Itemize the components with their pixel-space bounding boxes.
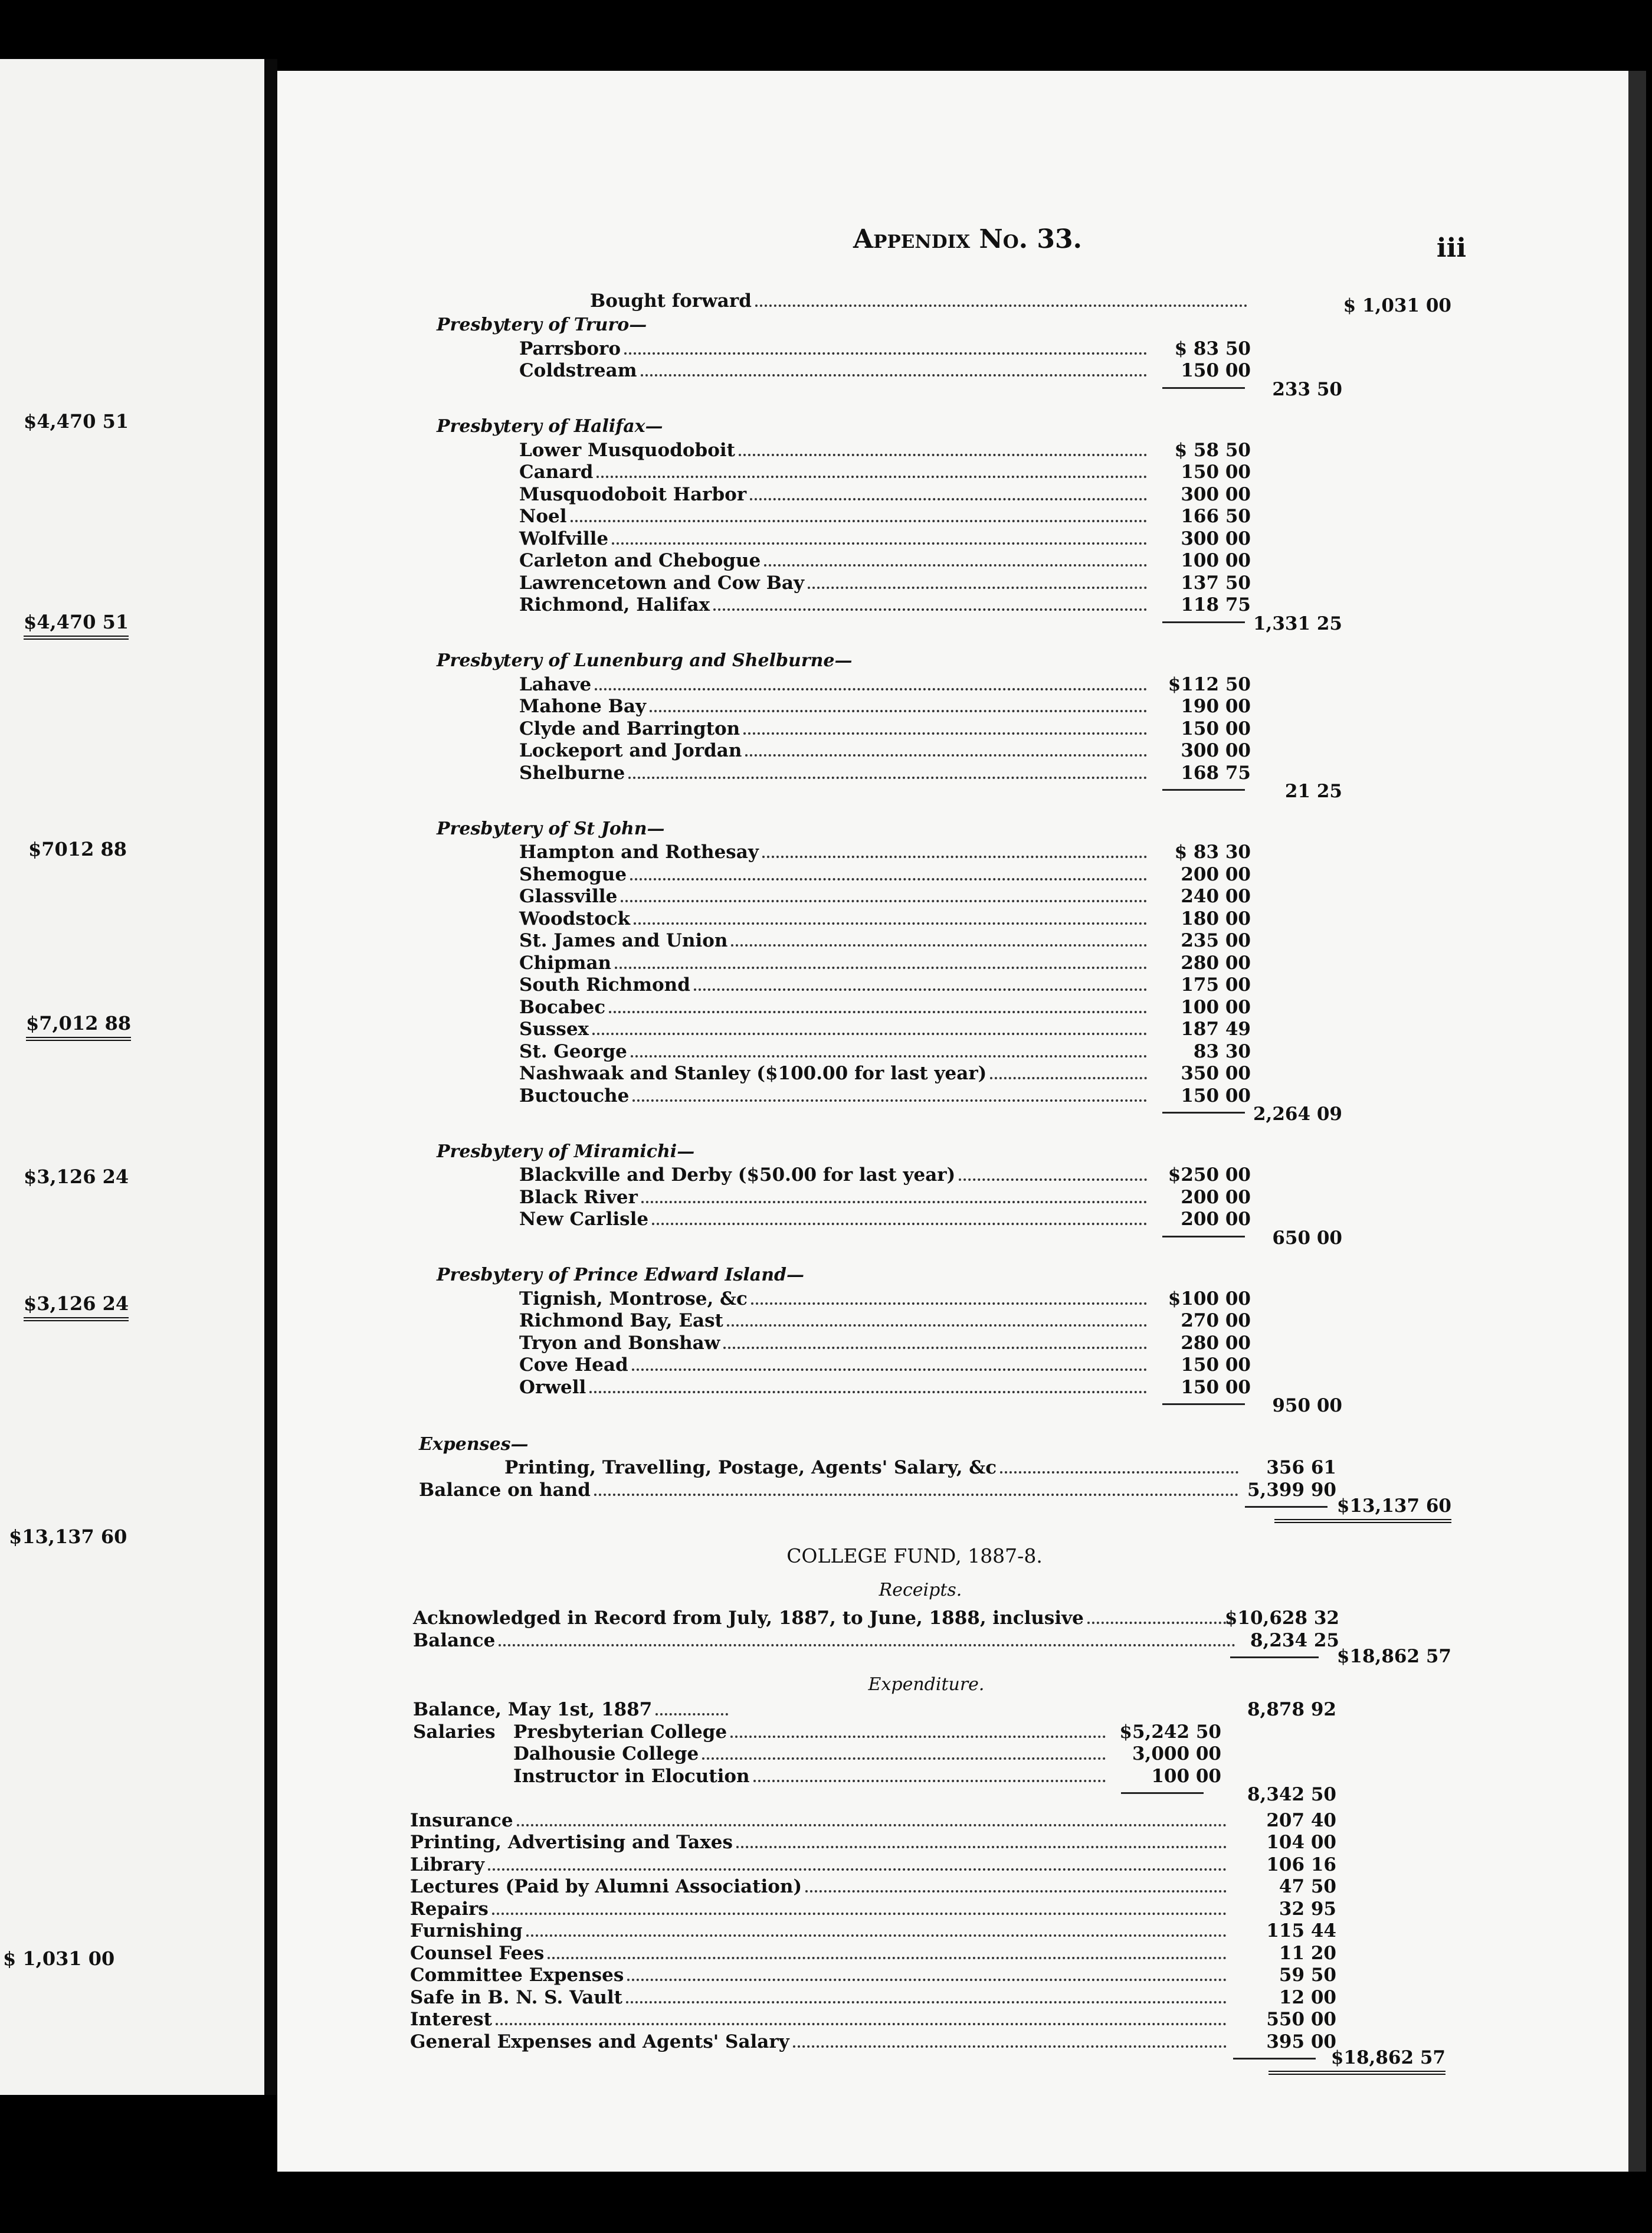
leader-dots: [612, 542, 1147, 545]
item-label: Bought forward: [590, 290, 752, 312]
list-item: [513, 1764, 1109, 1787]
item-amount: 200 00: [1181, 863, 1251, 885]
item-amount: 550 00: [1266, 2009, 1336, 2030]
left-amount: $7,012 88: [26, 1012, 131, 1041]
item-amount: 270 00: [1181, 1310, 1251, 1331]
brought-forward-total: $ 1,031 00: [1343, 295, 1451, 316]
item-amount: 280 00: [1181, 952, 1251, 974]
receipts-title: Receipts.: [879, 1580, 962, 1600]
presbytery-title: Presbytery of Miramichi—: [437, 1141, 695, 1162]
item-amount: 190 00: [1181, 696, 1251, 717]
leader-dots: [548, 1957, 1227, 1959]
item-amount: 300 00: [1181, 528, 1251, 549]
list-item: [410, 1963, 1230, 1986]
item-amount: 5,399 90: [1247, 1479, 1336, 1501]
leader-dots: [731, 944, 1147, 947]
item-amount: $ 83 30: [1174, 842, 1251, 863]
leader-dots: [630, 878, 1147, 880]
item-label: South Richmond: [519, 974, 690, 996]
list-item: [519, 840, 1150, 863]
list-item: [519, 337, 1150, 359]
item-label: Lahave: [519, 673, 592, 695]
item-amount: 83 30: [1193, 1040, 1251, 1062]
item-label: Balance, May 1st, 1887: [413, 1699, 653, 1720]
item-amount: 168 75: [1181, 762, 1251, 784]
list-item: [519, 929, 1150, 951]
item-label: Nashwaak and Stanley ($100.00 for last year): [519, 1063, 987, 1084]
item-amount: 3,000 00: [1132, 1743, 1221, 1764]
list-item: [519, 1309, 1150, 1331]
left-amount: $4,470 51: [24, 410, 129, 433]
list-item: [519, 593, 1150, 615]
item-label: Furnishing: [410, 1920, 523, 1941]
presbytery-subtotal: 233 50: [1272, 378, 1342, 400]
item-amount: 100 00: [1181, 550, 1251, 571]
leader-dots: [592, 1033, 1147, 1035]
list-item: [410, 1919, 1230, 1941]
leader-dots: [615, 967, 1147, 969]
item-amount: 200 00: [1181, 1209, 1251, 1230]
leader-dots: [631, 1055, 1147, 1057]
item-label: Hampton and Rothesay: [519, 842, 759, 863]
item-label: Coldstream: [519, 360, 637, 381]
leader-dots: [632, 1368, 1147, 1371]
page-shadow: [1628, 71, 1646, 2172]
leader-dots: [808, 587, 1147, 589]
item-amount: 12 00: [1279, 1986, 1336, 2008]
item-label: Parrsboro: [519, 338, 621, 359]
list-item: [519, 973, 1150, 996]
page-gutter: [264, 59, 277, 2095]
leader-dots: [488, 1868, 1227, 1871]
presbytery-title: Presbytery of Lunenburg and Shelburne—: [437, 650, 853, 671]
list-item: [513, 1720, 1109, 1743]
item-label: Noel: [519, 506, 567, 527]
item-amount: $5,242 50: [1119, 1721, 1221, 1743]
leader-dots: [641, 1201, 1147, 1203]
item-amount: 8,878 92: [1247, 1699, 1336, 1720]
list-item: [419, 1478, 1242, 1501]
list-item: [519, 505, 1150, 527]
leader-dots: [959, 1178, 1147, 1181]
salaries-total: 8,342 50: [1247, 1784, 1336, 1805]
list-item: [519, 1376, 1150, 1398]
list-item: [519, 1163, 1150, 1186]
list-item: [519, 1207, 1150, 1230]
list-item: [504, 1456, 1242, 1478]
leader-dots: [609, 1011, 1147, 1013]
item-label: Shemogue: [519, 863, 627, 885]
item-amount: 100 00: [1181, 996, 1251, 1018]
item-amount: $250 00: [1168, 1164, 1251, 1186]
salaries-label: Salaries: [413, 1721, 496, 1743]
list-item: [519, 460, 1150, 483]
list-item: [519, 359, 1150, 381]
list-item: [519, 761, 1150, 784]
left-amount: $3,126 24: [24, 1165, 129, 1188]
item-amount: 207 40: [1266, 1809, 1336, 1831]
list-item: [519, 549, 1150, 571]
leader-dots: [745, 754, 1147, 757]
item-label: Insurance: [410, 1809, 513, 1831]
presbytery-title: Presbytery of Prince Edward Island—: [437, 1265, 804, 1285]
leader-dots: [594, 1494, 1238, 1496]
item-amount: 240 00: [1181, 886, 1251, 907]
leader-dots: [1000, 1471, 1238, 1474]
item-label: Safe in B. N. S. Vault: [410, 1986, 622, 2008]
item-label: Richmond, Halifax: [519, 594, 710, 615]
leader-dots: [723, 1347, 1147, 1349]
leader-dots: [655, 1713, 728, 1715]
grand-total: $13,137 60: [1274, 1495, 1451, 1523]
list-item: [410, 1809, 1230, 1831]
item-amount: 175 00: [1181, 974, 1251, 996]
list-item: [519, 695, 1150, 717]
item-amount: $ 58 50: [1174, 439, 1251, 461]
list-item: [410, 2030, 1230, 2052]
item-amount: 150 00: [1181, 1085, 1251, 1106]
item-amount: 150 00: [1181, 1376, 1251, 1398]
leader-dots: [762, 856, 1147, 858]
item-label: Library: [410, 1854, 485, 1875]
list-item: [519, 951, 1150, 974]
leader-dots: [634, 922, 1147, 925]
list-item: [519, 739, 1150, 761]
item-amount: 166 50: [1181, 506, 1251, 527]
item-label: Mahone Bay: [519, 696, 646, 717]
list-item: [410, 1831, 1230, 1853]
item-label: Woodstock: [519, 908, 631, 929]
expenditure-total: $18,862 57: [1268, 2047, 1446, 2075]
item-amount: 150 00: [1181, 718, 1251, 739]
list-item: [519, 571, 1150, 594]
item-label: Musquodoboit Harbor: [519, 483, 747, 505]
leader-dots: [805, 1890, 1227, 1893]
leader-dots: [621, 900, 1147, 902]
leader-dots: [793, 2045, 1227, 2048]
item-amount: 150 00: [1181, 1354, 1251, 1376]
item-label: Balance: [413, 1629, 496, 1651]
leader-dots: [492, 1913, 1227, 1915]
leader-dots: [627, 1979, 1227, 1981]
leader-dots: [499, 1644, 1235, 1646]
item-label: Printing, Advertising and Taxes: [410, 1832, 733, 1853]
left-amount: $3,126 24: [24, 1292, 129, 1321]
item-label: Canard: [519, 461, 594, 483]
leader-dots: [632, 1099, 1147, 1102]
list-item: [413, 1606, 1239, 1629]
item-amount: $ 83 50: [1174, 338, 1251, 359]
item-amount: 350 00: [1181, 1063, 1251, 1084]
item-amount: 106 16: [1266, 1854, 1336, 1875]
item-label: Carleton and Chebogue: [519, 550, 761, 571]
list-item: [519, 863, 1150, 885]
item-amount: 137 50: [1181, 572, 1251, 594]
leader-dots: [736, 1846, 1227, 1848]
leader-dots: [650, 710, 1147, 712]
list-item: [410, 1853, 1230, 1875]
item-label: Lower Musquodoboit: [519, 439, 736, 461]
leader-dots: [589, 1391, 1147, 1393]
item-label: Glassville: [519, 886, 618, 907]
item-label: Tignish, Montrose, &c: [519, 1288, 748, 1309]
leader-dots: [990, 1077, 1147, 1079]
presbytery-subtotal: 2,264 09: [1253, 1104, 1342, 1125]
list-item: [519, 907, 1150, 929]
item-amount: 150 00: [1181, 461, 1251, 483]
list-item: [410, 1941, 1230, 1964]
item-label: Wolfville: [519, 528, 609, 549]
item-label: Richmond Bay, East: [519, 1310, 723, 1331]
list-item: [519, 438, 1150, 461]
leader-dots: [713, 608, 1147, 611]
leader-dots: [628, 777, 1147, 779]
list-item: [413, 1698, 732, 1720]
list-item: [519, 1186, 1150, 1208]
item-amount: 11 20: [1279, 1942, 1336, 1964]
list-item: [519, 885, 1150, 907]
item-amount: 187 49: [1181, 1019, 1251, 1040]
item-label: Repairs: [410, 1898, 489, 1920]
receipts-total: $18,862 57: [1336, 1646, 1451, 1667]
list-item: [413, 1629, 1239, 1651]
divider-rule: [1121, 1792, 1204, 1794]
leader-dots: [641, 374, 1147, 376]
list-item: [519, 483, 1150, 505]
leader-dots: [730, 1736, 1106, 1738]
item-amount: 115 44: [1266, 1920, 1336, 1941]
item-amount: 47 50: [1279, 1876, 1336, 1897]
page-number: iii: [1436, 233, 1467, 263]
left-page: [0, 59, 266, 2095]
expenditure-title: Expenditure.: [868, 1674, 985, 1695]
leader-dots: [595, 688, 1147, 690]
presbytery-title: Presbytery of St John—: [437, 818, 665, 839]
presbytery-subtotal: 1,331 25: [1253, 613, 1342, 634]
leader-dots: [526, 1934, 1227, 1937]
item-amount: 100 00: [1151, 1765, 1221, 1787]
item-amount: 104 00: [1266, 1832, 1336, 1853]
left-amount: $4,470 51: [24, 611, 129, 640]
item-label: Balance on hand: [419, 1479, 591, 1501]
leader-dots: [694, 988, 1147, 991]
presbytery-title: Presbytery of Halifax—: [437, 416, 663, 437]
leader-dots: [652, 1223, 1147, 1225]
item-label: New Carlisle: [519, 1209, 649, 1230]
item-amount: 150 00: [1181, 360, 1251, 381]
list-item: [519, 1353, 1150, 1376]
item-label: Instructor in Elocution: [513, 1765, 750, 1787]
item-label: Black River: [519, 1186, 638, 1208]
presbytery-subtotal: 950 00: [1272, 1395, 1342, 1416]
leader-dots: [626, 2001, 1227, 2003]
leader-dots: [739, 454, 1147, 456]
item-amount: 200 00: [1181, 1186, 1251, 1208]
list-item: [519, 1017, 1150, 1040]
list-item: [519, 717, 1150, 739]
leader-dots: [750, 498, 1147, 500]
item-amount: 395 00: [1266, 2031, 1336, 2052]
item-amount: $100 00: [1168, 1288, 1251, 1309]
list-item: [410, 1986, 1230, 2008]
list-item: [519, 996, 1150, 1018]
item-label: Lawrencetown and Cow Bay: [519, 572, 804, 594]
list-item: [519, 673, 1150, 695]
item-label: Tryon and Bonshaw: [519, 1332, 720, 1354]
item-label: Cove Head: [519, 1354, 628, 1376]
item-label: Counsel Fees: [410, 1942, 545, 1964]
item-amount: 300 00: [1181, 740, 1251, 761]
leader-dots: [755, 304, 1247, 307]
item-amount: 235 00: [1181, 930, 1251, 951]
presbytery-title: Presbytery of Truro—: [437, 315, 647, 335]
item-amount: $10,628 32: [1224, 1607, 1339, 1629]
presbytery-subtotal: 650 00: [1272, 1227, 1342, 1249]
left-amount: $13,137 60: [9, 1525, 127, 1548]
left-amount: $7012 88: [28, 838, 127, 860]
list-item: [519, 1287, 1150, 1309]
leader-dots: [753, 1780, 1106, 1782]
list-item: [410, 2008, 1230, 2030]
list-item: [519, 1062, 1150, 1084]
item-label: Buctouche: [519, 1085, 630, 1106]
item-label: Printing, Travelling, Postage, Agents' Salary, &c: [504, 1457, 997, 1478]
item-label: Dalhousie College: [513, 1743, 699, 1764]
item-amount: $112 50: [1168, 673, 1251, 695]
item-label: Presbyterian College: [513, 1721, 727, 1743]
item-label: Acknowledged in Record from July, 1887, to June, 1888, inclusive: [413, 1607, 1084, 1629]
list-item: [410, 1897, 1230, 1920]
item-label: Clyde and Barrington: [519, 718, 740, 739]
list-item: [513, 1742, 1109, 1764]
item-amount: 300 00: [1181, 483, 1251, 505]
item-label: Interest: [410, 2009, 492, 2030]
item-label: St. James and Union: [519, 930, 728, 951]
leader-dots: [764, 564, 1147, 567]
item-amount: 118 75: [1181, 594, 1251, 615]
list-item: [519, 527, 1150, 549]
list-item: [519, 1084, 1150, 1106]
list-item: [519, 1040, 1150, 1062]
item-label: Chipman: [519, 952, 612, 974]
leader-dots: [496, 2023, 1227, 2025]
page-title: Appendix No. 33.: [853, 224, 1082, 254]
list-item: [519, 1331, 1150, 1354]
leader-dots: [727, 1324, 1147, 1327]
item-label: Blackville and Derby ($50.00 for last year): [519, 1164, 956, 1186]
item-label: Lectures (Paid by Alumni Association): [410, 1876, 802, 1897]
leader-dots: [743, 732, 1147, 735]
leader-dots: [702, 1757, 1106, 1760]
leader-dots: [624, 352, 1147, 355]
item-label: Lockeport and Jordan: [519, 740, 742, 761]
item-label: Committee Expenses: [410, 1964, 624, 1986]
item-label: Orwell: [519, 1376, 586, 1398]
item-label: Bocabec: [519, 996, 606, 1018]
item-label: General Expenses and Agents' Salary: [410, 2031, 789, 2052]
leader-dots: [571, 520, 1147, 522]
item-amount: 8,234 25: [1250, 1629, 1339, 1651]
brought-forward-row: [590, 289, 1251, 312]
item-amount: 356 61: [1266, 1457, 1336, 1478]
item-amount: 59 50: [1279, 1964, 1336, 1986]
left-amount: $ 1,031 00: [3, 1947, 115, 1970]
item-amount: 280 00: [1181, 1332, 1251, 1354]
presbytery-subtotal: 21 25: [1284, 781, 1342, 802]
item-amount: 180 00: [1181, 908, 1251, 929]
item-label: St. George: [519, 1040, 627, 1062]
leader-dots: [596, 476, 1147, 478]
expenses-title: Expenses—: [419, 1433, 529, 1455]
leader-dots: [751, 1302, 1147, 1305]
leader-dots: [1087, 1622, 1235, 1624]
leader-dots: [517, 1824, 1227, 1826]
college-fund-title: COLLEGE FUND, 1887-8.: [786, 1544, 1043, 1567]
item-amount: 32 95: [1279, 1898, 1336, 1920]
item-label: Shelburne: [519, 762, 625, 784]
list-item: [410, 1875, 1230, 1897]
item-label: Sussex: [519, 1019, 589, 1040]
